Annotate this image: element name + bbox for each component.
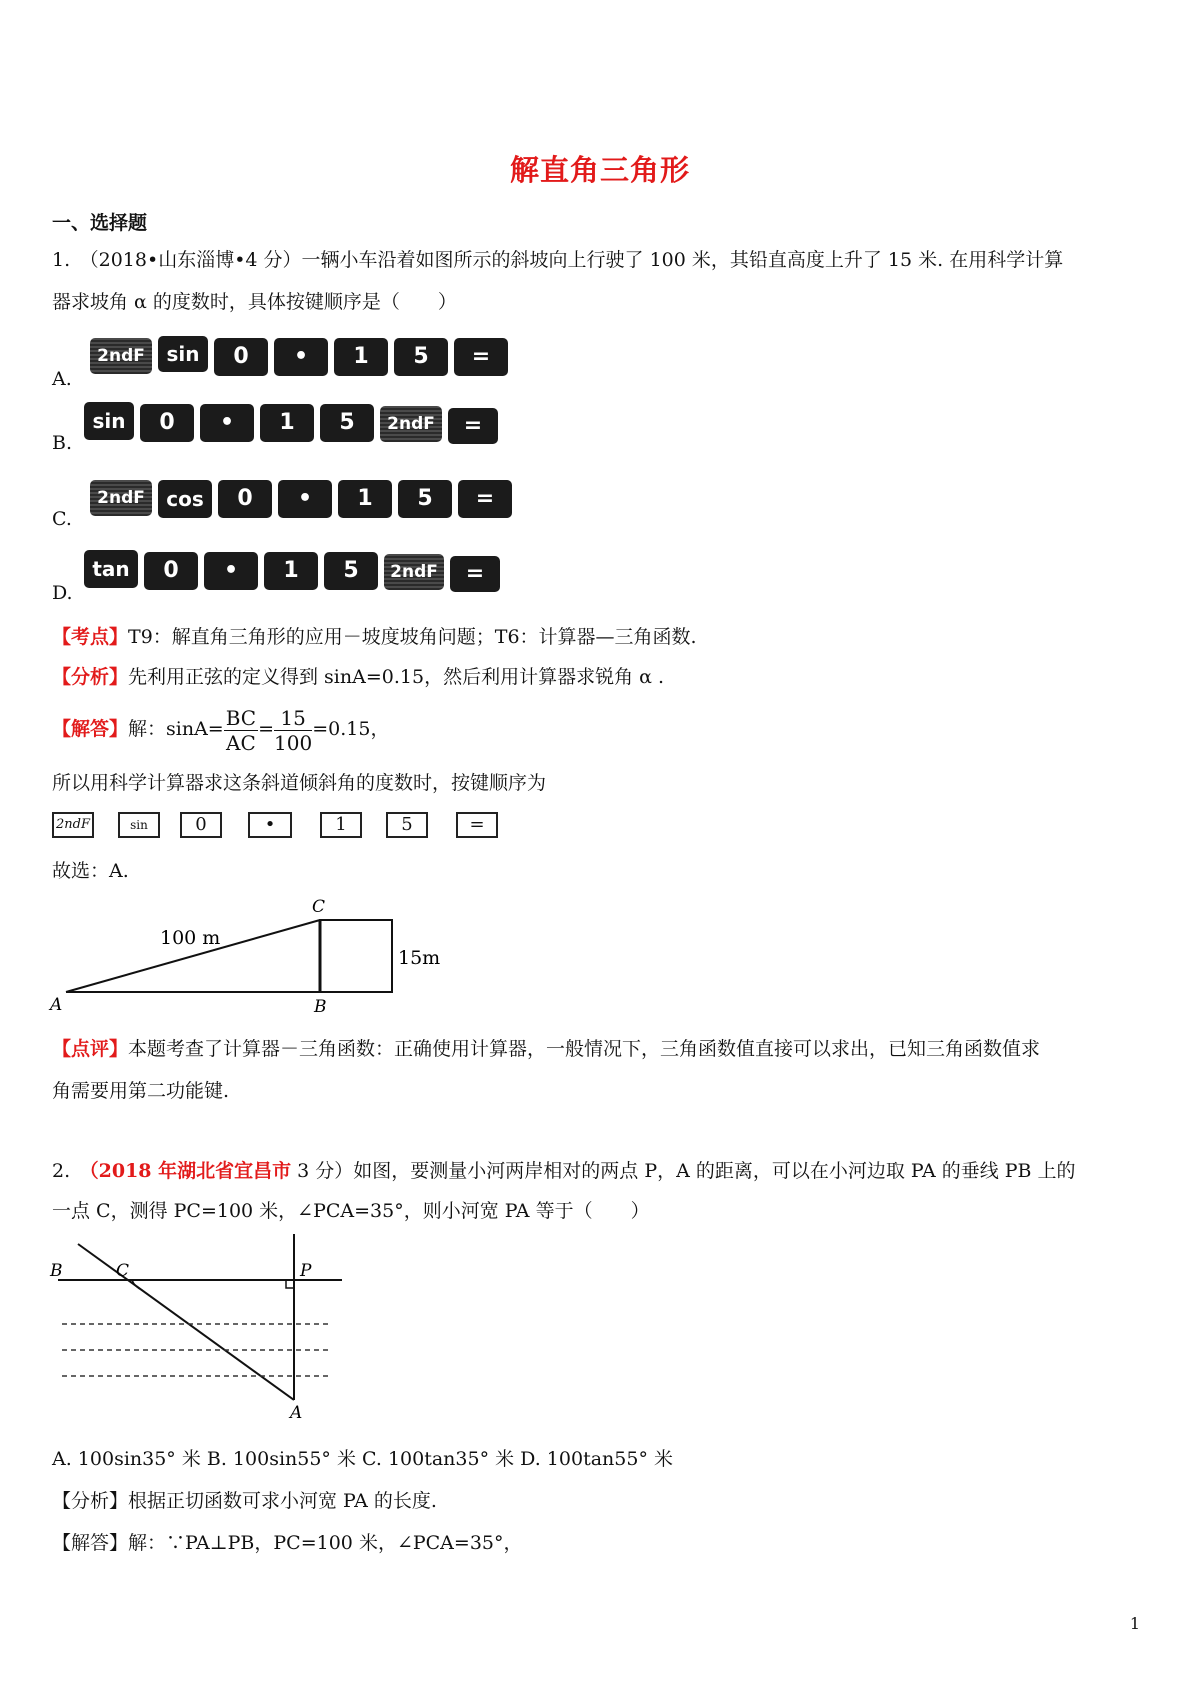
key-equals: = [448,408,498,444]
small-key-1: 1 [320,812,362,838]
frac-den: 100 [274,730,313,755]
jieda-row [52,702,389,756]
section-heading: 一、选择题 [52,212,148,234]
key-1: 1 [338,480,392,518]
fenxi-text: 先利用正弦的定义得到 sinA=0.15，然后利用计算器求锐角 α . [128,666,665,688]
key-5: 5 [394,338,448,376]
q2-jieda-row [52,1528,523,1558]
q2-text: 3 分）如图，要测量小河两岸相对的两点 P，A 的距离，可以在小河边取 PA 的垂线 PB 上的 [291,1160,1076,1182]
key-5: 5 [324,552,378,590]
frac-num: 15 [274,706,312,731]
kaodian-tag: 【考点】 [52,626,129,648]
key-dot: • [200,404,254,442]
label-b: B [314,997,327,1014]
small-key-equals: = [456,812,498,838]
key-dot: • [204,552,258,590]
option-b-keys [84,402,484,446]
key-2ndf: 2ndF [380,406,442,442]
key-0: 0 [144,552,198,590]
kaodian-row [52,622,697,652]
equals-sign: = [258,718,275,740]
key-equals: = [458,480,512,518]
label-p: P [300,1261,312,1281]
page-number: 1 [1129,1614,1140,1633]
key-2ndf: 2ndF [90,480,152,516]
river-figure [48,1232,348,1424]
key-2ndf: 2ndF [90,338,152,374]
key-equals: = [450,556,500,592]
frac-den: AC [226,730,256,755]
fraction-15-100 [274,706,312,755]
jieda-tag: 【解答】 [52,718,129,740]
label-c: C [312,897,326,917]
kaodian-text: T9：解直角三角形的应用－坡度坡角问题；T6：计算器—三角函数. [128,626,697,648]
key-0: 0 [214,338,268,376]
answer-choice: 故选：A. [52,860,129,882]
label-a: A [50,995,63,1014]
q2-fenxi-text: 根据正切函数可求小河宽 PA 的长度. [128,1490,437,1512]
right-angle-mark [286,1280,294,1288]
key-dot: • [278,480,332,518]
option-a-keys [90,336,491,380]
key-sin: sin [84,402,134,440]
slope-figure [48,892,468,1014]
q2-jieda-text: 解：∵PA⊥PB，PC=100 米，∠PCA=35°， [128,1532,523,1554]
label-a: A [290,1403,303,1423]
option-d-label: D. [52,582,73,604]
key-equals: = [454,338,508,376]
q2-fenxi-tag: 【分析】 [52,1490,129,1512]
label-c: C [116,1261,130,1281]
option-b-label: B. [52,432,73,454]
key-0: 0 [140,404,194,442]
key-1: 1 [334,338,388,376]
q1-line1: 1. （2018•山东淄博•4 分）一辆小车沿着如图所示的斜坡向上行驶了 100 米，其铅直高度上升了 15 米. 在用科学计算 [52,249,1064,271]
label-100m: 100 m [160,927,221,949]
key-0: 0 [218,480,272,518]
key-cos: cos [158,480,212,518]
key-5: 5 [320,404,374,442]
key-dot: • [274,338,328,376]
fenxi-row [52,662,664,692]
dianping-line2: 角需要用第二功能键. [52,1080,230,1102]
square-box [320,920,392,992]
dianping-text: 本题考查了计算器－三角函数：正确使用计算器，一般情况下，三角函数值直接可以求出，已知三角函数值求 [128,1038,1041,1060]
jieda-pre: 解：sinA= [128,718,224,740]
option-a-label: A. [52,368,72,390]
small-key-sin: sin [118,812,160,838]
dianping-tag: 【点评】 [52,1038,129,1060]
small-key-2ndf: 2ndF [52,812,94,838]
q2-line2: 一点 C，测得 PC=100 米，∠PCA=35°，则小河宽 PA 等于（ ） [52,1200,650,1222]
key-2ndf: 2ndF [384,554,444,590]
q2-source: （2018 年湖北省宜昌市 [89,1160,292,1182]
label-b: B [50,1261,63,1281]
q2-jieda-tag: 【解答】 [52,1532,129,1554]
key-1: 1 [260,404,314,442]
q2-line1 [52,1156,1076,1186]
keys-intro: 所以用科学计算器求这条斜道倾斜角的度数时，按键顺序为 [52,772,547,794]
q1-line2: 器求坡角 α 的度数时，具体按键顺序是（ ） [52,291,457,313]
jieda-post: =0.15， [312,718,390,740]
small-key-row [52,812,485,842]
small-key-dot: • [248,812,292,838]
label-15m: 15m [398,947,441,969]
small-key-5: 5 [386,812,428,838]
option-c-label: C. [52,508,72,530]
frac-num: BC [225,705,257,730]
fraction-bc-ac [224,706,258,755]
document-title: 解直角三角形 [509,153,690,187]
key-sin: sin [158,336,208,372]
q2-options: A. 100sin35° 米 B. 100sin55° 米 C. 100tan35° 米 D. 100tan55° 米 [52,1448,673,1470]
dianping-row [52,1034,1040,1064]
fenxi-tag: 【分析】 [52,666,129,688]
key-1: 1 [264,552,318,590]
q2-fenxi-row [52,1486,437,1516]
option-c-keys [90,478,495,522]
key-tan: tan [84,550,138,588]
key-5: 5 [398,480,452,518]
q2-number: 2. [52,1160,90,1182]
option-d-keys [84,550,494,596]
small-key-0: 0 [180,812,222,838]
